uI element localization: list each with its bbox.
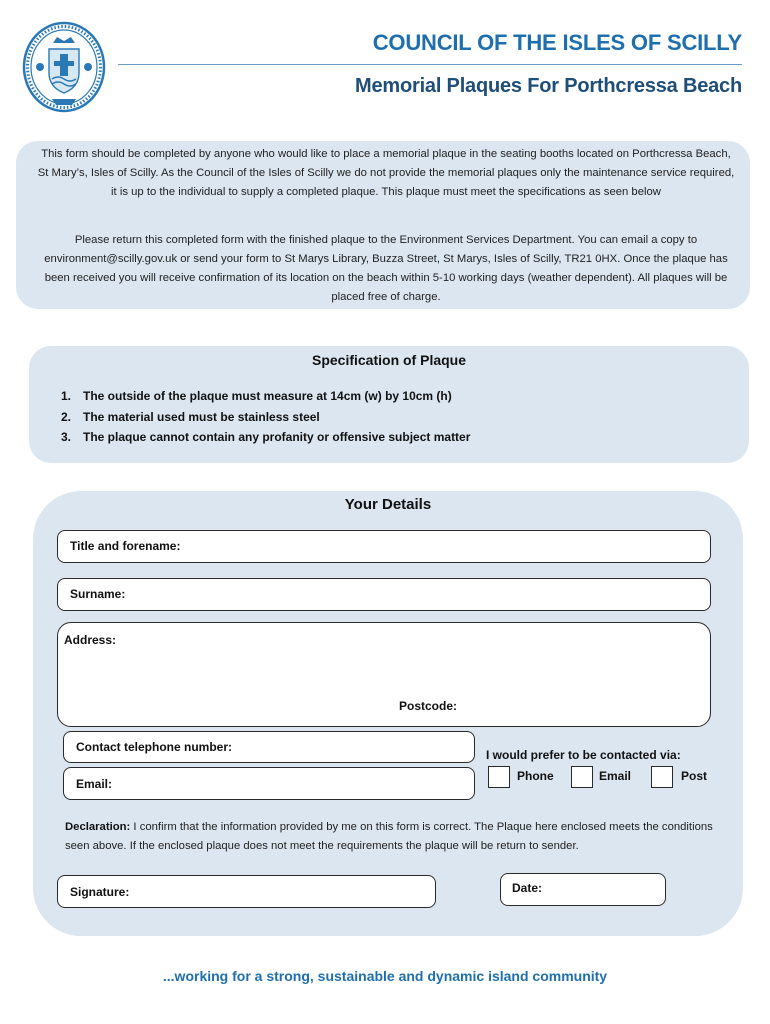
date-label: Date: [512,881,543,895]
specification-list [61,386,470,448]
post-checkbox[interactable] [651,766,673,788]
address-field[interactable] [57,622,711,727]
list-number: 2. [61,409,72,424]
email-option-label: Email [599,769,632,783]
intro-paragraph-1: This form should be completed by anyone who would like to place a memorial plaque in the seating booths located on Porthcressa Beach, St Mary’s, Isles of Scilly. As the Council of the Isles of Scilly we do not provide the memorial plaques only the maintenance service required, it is up to the individual to supply a completed plaque. This plaque must meet the specifications as seen below [37,148,735,198]
title-forename-label: Title and forename: [70,539,181,553]
surname-label: Surname: [70,587,126,601]
list-text: The plaque cannot contain any profanity or offensive subject matter [83,430,471,444]
organisation-name: COUNCIL OF THE ISLES OF SCILLY [372,30,742,55]
signature-field[interactable] [57,875,436,908]
phone-checkbox[interactable] [488,766,510,788]
declaration-text [65,818,715,855]
phone-option-label: Phone [517,769,554,783]
contact-preference-label: I would prefer to be contacted via: [486,748,681,762]
list-item [61,427,470,448]
phone-field[interactable] [63,731,475,763]
footer-tagline: ...working for a strong, sustainable and dynamic island community [162,968,608,984]
post-option-label: Post [681,769,708,783]
surname-field[interactable] [57,578,711,611]
email-field[interactable] [63,767,475,800]
header-divider [118,64,742,65]
declaration-title: Declaration: [65,821,131,833]
declaration-body: I confirm that the information provided by me on this form is correct. The Plaque here enclosed meets the conditions seen above. If the enclosed plaque does not meet the requirements the plaque will be return to sender. [65,821,713,852]
specification-panel [29,346,749,463]
details-heading: Your Details [344,496,432,513]
list-item [61,407,470,428]
signature-label: Signature: [70,885,130,899]
email-label: Email: [76,777,113,791]
address-label: Address: [64,633,117,647]
intro-panel [16,141,750,309]
list-number: 1. [61,389,72,403]
list-number: 3. [61,430,72,444]
list-text: The outside of the plaque must measure at 14cm (w) by 10cm (h) [83,389,452,403]
postcode-label: Postcode: [399,699,458,713]
email-checkbox[interactable] [571,766,593,788]
specification-heading: Specification of Plaque [311,352,467,368]
list-text: The material used must be stainless steel [83,409,320,424]
list-item [61,386,470,407]
council-crest-icon [22,21,106,113]
phone-label: Contact telephone number: [76,740,233,754]
intro-paragraph-2: Please return this completed form with the finished plaque to the Environment Services Department. You can email a copy to environment@scilly.gov.uk or send your form to St Marys Library, Buzza Street, St Marys, Isles of Scilly, TR21 0HX. Once the plaque has been received you will receive confirmation of its location on the beach within 5-10 working days (weather dependent). All plaques will be placed free of charge. [44,234,728,303]
title-forename-field[interactable] [57,530,711,563]
date-field[interactable] [500,873,666,906]
page-title: Memorial Plaques For Porthcressa Beach [355,75,742,97]
details-panel [33,491,743,936]
